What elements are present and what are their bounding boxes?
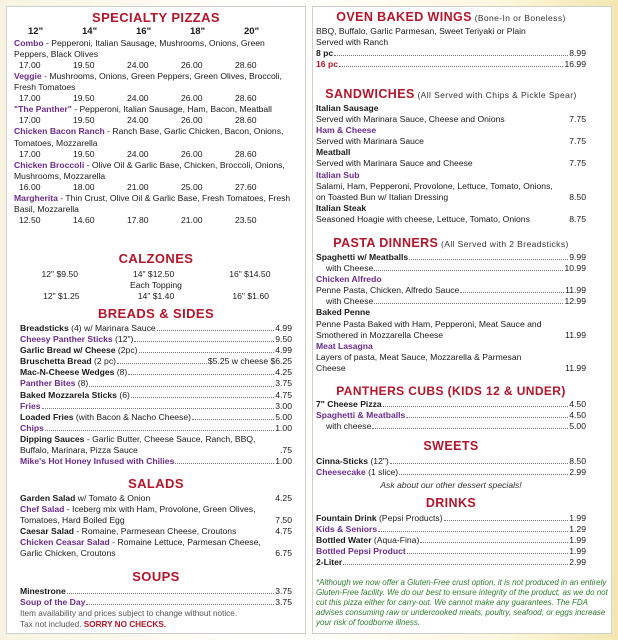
- item-price: 3.00: [275, 400, 292, 411]
- item-label: [316, 410, 405, 421]
- item-name: Loaded Fries: [20, 411, 74, 422]
- pizza-price: 21.00: [127, 181, 149, 192]
- drink-item: [316, 535, 586, 546]
- alfredo-name: Chicken Alfredo: [316, 274, 382, 285]
- sandwich-name: Ham & Cheese: [316, 125, 377, 136]
- item-price: 4.50: [569, 399, 586, 409]
- item-label: [316, 399, 382, 410]
- item-extra: (1 slice): [365, 467, 399, 478]
- cubs-list: [316, 399, 586, 432]
- item-name: Minestrone: [20, 586, 66, 596]
- item-label: [20, 423, 44, 434]
- sweet-item: [316, 456, 586, 467]
- pizza-price: 28.60: [235, 115, 257, 126]
- sandwich-price: 7.75: [569, 136, 586, 147]
- pizza-price: 17.00: [19, 148, 41, 159]
- pizza-item: [14, 104, 298, 115]
- topping-price: 14" $1.40: [137, 291, 175, 302]
- alfredo-cheese-price: 12.99: [564, 296, 586, 307]
- bread-item: [20, 378, 292, 389]
- wings-section: [316, 10, 586, 70]
- item-label: [326, 421, 371, 432]
- pizza-name: "The Panther": [14, 104, 72, 115]
- salad-item: [20, 526, 292, 537]
- sandwich-desc-row: [316, 114, 586, 125]
- dipping-sauces: [20, 434, 292, 456]
- pizza-prices: [19, 149, 298, 160]
- item-extra: (Pepsi Products): [376, 513, 443, 523]
- breads-title: BREADS & SIDES: [97, 306, 215, 321]
- item-price: 4.99: [275, 345, 292, 356]
- pizza-prices: [19, 182, 298, 193]
- pizza-list: [14, 38, 298, 226]
- soup-item: [20, 586, 292, 597]
- alfredo-price: 11.99: [565, 285, 586, 296]
- cubs-item: [316, 421, 586, 432]
- pizza-desc: - Thin Crust, Olive Oil & Garlic Base, Fresh Tomatoes, Fresh Basil, Mozzarella: [14, 192, 291, 214]
- item-price: 9.50: [275, 334, 292, 345]
- lasagna-row: [316, 352, 586, 374]
- cubs-item: [316, 410, 586, 421]
- sandwich-desc: Served with Marinara Sauce and Cheese: [316, 158, 473, 169]
- penne-name: Baked Penne: [316, 307, 370, 318]
- sandwich-name: Italian Sausage: [316, 103, 379, 113]
- pizza-name: Chicken Broccoli: [14, 159, 85, 170]
- pizza-item: [14, 193, 298, 215]
- item-name: Mac-N-Cheese Wedges: [20, 367, 115, 378]
- calzone-price: 12" $9.50: [41, 269, 78, 279]
- no-checks: SORRY NO CHECKS.: [83, 619, 167, 629]
- pizza-item: [14, 126, 298, 148]
- item-name: Garlic Bread w/ Cheese: [20, 345, 116, 356]
- alfredo-row: [316, 285, 586, 296]
- salad-item: [20, 537, 292, 559]
- bread-item: [20, 334, 292, 345]
- item-label: [316, 467, 398, 478]
- cubs-item: [316, 399, 586, 410]
- lasagna-desc: Layers of pasta, Meat Sauce, Mozzarella & Parmesan Cheese: [316, 351, 522, 373]
- item-price: 3.75: [275, 378, 292, 389]
- item-name: Bottled Pepsi Product: [316, 546, 406, 557]
- soup-list: [20, 586, 292, 608]
- pizza-price: 26.00: [181, 115, 203, 126]
- pizza-desc: - Pepperoni, Italian Sausage, Mushrooms, Onions, Green Peppers, Black Olives: [14, 38, 265, 60]
- dessert-specials: Ask about our other dessert specials!: [380, 480, 522, 491]
- item-price: 1.99: [569, 546, 586, 557]
- item-name: Bottled Water: [316, 535, 372, 546]
- item-label: [316, 546, 406, 557]
- calzone-price: 16" $14.50: [229, 269, 271, 279]
- bread-item: [20, 390, 292, 401]
- drink-item: [316, 524, 586, 535]
- item-label: [20, 334, 133, 345]
- item-price: 4.75: [275, 389, 292, 400]
- bread-item: [20, 356, 292, 367]
- dip-desc: - Garlic Butter, Cheese Sauce, Ranch, BBQ, Buffalo, Marinara, Pizza Sauce: [20, 433, 256, 456]
- pizza-prices: [19, 215, 298, 226]
- pizza-price: 19.50: [73, 115, 95, 126]
- salad-name: Chicken Ceasar Salad: [20, 537, 110, 548]
- item-price: 5.00: [275, 411, 292, 422]
- salad-desc: - Romaine Lettuce, Parmesan Cheese, Garlic Chicken, Croutons: [20, 537, 261, 559]
- pizza-price: 19.50: [73, 60, 95, 71]
- item-label: [316, 513, 443, 524]
- sweets-list: [316, 456, 586, 478]
- sandwich-desc-row: [316, 158, 586, 169]
- item-label: [316, 456, 389, 467]
- item-extra: (12"): [112, 334, 134, 345]
- wings-16pc-price: 16.99: [564, 59, 586, 70]
- item-label: [20, 323, 156, 334]
- pizza-price: 14.60: [73, 215, 95, 226]
- sandwich-name: Italian Sub: [316, 169, 360, 180]
- item-name: Cinna-Sticks: [316, 456, 369, 466]
- sweets-title: SWEETS: [423, 439, 479, 453]
- bread-item: [20, 401, 292, 412]
- soups-section: [20, 569, 292, 630]
- calzones-section: [14, 251, 298, 302]
- item-price: 1.29: [569, 524, 586, 535]
- item-label: [20, 586, 66, 597]
- spaghetti-price: 9.99: [569, 252, 586, 262]
- pizza-price: 18.00: [73, 181, 95, 192]
- tax-note: [20, 620, 292, 630]
- breads-section: [20, 306, 292, 467]
- pizza-item: [14, 160, 298, 182]
- wings-title-text: OVEN BAKED WINGS: [336, 10, 472, 24]
- item-name: 2-Liter: [316, 557, 343, 568]
- item-label: [20, 345, 138, 356]
- item-name: Baked Mozzarela Sticks: [20, 389, 117, 400]
- topping-price: 12" $1.25: [43, 291, 80, 302]
- pizza-price: 17.80: [127, 215, 149, 226]
- pizza-name: Chicken Bacon Ranch: [14, 126, 105, 137]
- pizza-price: 24.00: [127, 148, 149, 159]
- hot-honey-price: 1.00: [275, 456, 292, 467]
- alfredo-desc: Penne Pasta, Chicken, Alfredo Sauce: [316, 285, 460, 296]
- sandwiches-title: [316, 87, 586, 103]
- item-name: Spaghetti & Meatballs: [316, 410, 406, 421]
- calzones-title: CALZONES: [118, 251, 194, 266]
- item-extra: (8): [75, 378, 89, 389]
- alfredo-cheese-row: [316, 296, 586, 307]
- pasta-section: [316, 236, 586, 374]
- item-label: [20, 597, 85, 608]
- sandwich-price: 7.75: [569, 158, 586, 169]
- pasta-sub: (All Served with 2 Breadsticks): [438, 239, 569, 249]
- item-price: 3.75: [275, 597, 292, 608]
- item-name: Panther Bites: [20, 378, 76, 389]
- size-label: 18": [190, 26, 206, 37]
- item-price: 4.99: [275, 323, 292, 333]
- salad-item: [20, 493, 292, 504]
- soups-title: SOUPS: [132, 569, 180, 584]
- pizza-prices: [19, 93, 298, 104]
- hot-honey: [20, 456, 292, 467]
- spaghetti-cheese: with Cheese: [326, 263, 374, 274]
- sandwiches-title-text: SANDWICHES: [325, 87, 415, 101]
- salad-price: 6.75: [275, 548, 292, 559]
- item-extra: (2 pc): [91, 356, 116, 367]
- sandwich-price: 8.75: [569, 213, 586, 224]
- item-price: 4.50: [569, 410, 586, 421]
- gluten-free-note: *Although we now offer a Gluten-Free crust option, it is not produced in an entirely Gluten-Free facility. We do our best to ensure integrity of the product, as we do not cut this pizza either for carry-out. We cannot make any guarantees. The FDA advises consuming raw or undercooked meats, poultry, seafood, or eggs increase your risk of foodborne illness.: [316, 578, 608, 627]
- sandwich-desc: Seasoned Hoagie with cheese, Lettuce, Tomato, Onions: [316, 213, 530, 224]
- salad-item: [20, 504, 292, 526]
- pasta-title: [316, 236, 586, 252]
- item-extra: (2pc): [115, 345, 138, 356]
- item-name: Bruschetta Bread: [20, 356, 92, 367]
- soup-item: [20, 597, 292, 608]
- item-price: 1.00: [275, 422, 292, 433]
- pizza-price: 19.50: [73, 93, 95, 104]
- sandwich-price: 8.50: [569, 191, 586, 202]
- penne-price: 11.99: [565, 329, 586, 340]
- sandwich-list: [316, 103, 586, 225]
- item-label: [20, 390, 130, 401]
- topping-prices: [14, 291, 298, 302]
- drinks-section: [316, 496, 586, 568]
- size-label: 12": [28, 26, 44, 37]
- bread-item: [20, 323, 292, 334]
- item-price: 3.75: [275, 586, 292, 596]
- pizza-name: Margherita: [14, 192, 58, 203]
- pizza-price: 28.60: [235, 93, 257, 104]
- cubs-title: PANTHERS CUBS (KIDS 12 & UNDER): [336, 384, 566, 398]
- item-label: [316, 535, 419, 546]
- item-label: [316, 524, 377, 535]
- pizza-price: 19.50: [73, 148, 95, 159]
- pizzas-title: SPECIALTY PIZZAS: [92, 10, 220, 25]
- each-topping-label: Each Topping: [130, 280, 182, 291]
- wings-desc: BBQ, Buffalo, Garlic Parmesan, Sweet Teriyaki or Plain Served with Ranch: [316, 26, 526, 48]
- item-price: 5.00: [569, 421, 586, 432]
- item-extra: (8): [114, 367, 128, 378]
- pizza-price: 27.60: [235, 181, 257, 192]
- salad-price: 4.25: [275, 493, 292, 503]
- topping-price: 16" $1.60: [232, 291, 269, 302]
- wings-16pc: [316, 59, 586, 70]
- sweets-section: [316, 439, 586, 491]
- item-label: [316, 557, 342, 568]
- item-extra: (12"): [368, 456, 389, 466]
- item-label: [20, 401, 41, 412]
- tax-text: Tax not included.: [20, 619, 84, 629]
- salads-section: [20, 476, 292, 560]
- item-name: Cheesy Panther Sticks: [20, 334, 113, 345]
- pizza-item: [14, 71, 298, 93]
- pizza-price: 17.00: [19, 93, 41, 104]
- sandwich-desc: Served with Marinara Sauce: [316, 136, 424, 147]
- item-name: Breadsticks: [20, 323, 69, 333]
- salad-name: Garden Salad: [20, 493, 76, 503]
- item-name: Soup of the Day: [20, 597, 86, 608]
- pizza-price: 28.60: [235, 60, 257, 71]
- item-extra: (4) w/ Marinara Sauce: [68, 323, 156, 333]
- salad-name: Chef Salad: [20, 504, 65, 515]
- pizza-prices: [19, 115, 298, 126]
- item-label: [20, 378, 88, 389]
- pasta-spaghetti-cheese: [316, 263, 586, 274]
- bread-item: [20, 367, 292, 378]
- pizza-price: 26.00: [181, 93, 203, 104]
- pizza-desc: - Pepperoni, Italian Sausage, Ham, Bacon, Meatball: [71, 104, 272, 115]
- salad-name: Caesar Salad: [20, 526, 74, 537]
- wings-8pc: [316, 48, 586, 59]
- cubs-section: [316, 384, 586, 432]
- salad-price: 7.50: [275, 515, 292, 526]
- pizza-item: [14, 38, 298, 60]
- drink-item: [316, 557, 586, 568]
- sandwich-price: 7.75: [569, 114, 586, 125]
- wings-title: [316, 10, 586, 26]
- salad-list: [20, 493, 292, 560]
- item-extra: (Aqua-Fina): [371, 535, 420, 546]
- pizza-price: 26.00: [181, 148, 203, 159]
- salads-title: SALADS: [128, 476, 184, 491]
- alfredo-cheese: with Cheese: [326, 296, 374, 307]
- sandwich-desc-row: [316, 181, 586, 203]
- item-price: 1.99: [569, 513, 586, 523]
- dip-name: Dipping Sauces: [20, 433, 85, 444]
- pizza-name: Veggie: [14, 71, 42, 82]
- pizza-price: 17.00: [19, 115, 41, 126]
- item-name: Chips: [20, 422, 44, 433]
- spaghetti-name: Spaghetti w/ Meatballs: [316, 252, 409, 262]
- lasagna-price: 11.99: [565, 362, 586, 373]
- pizza-price: 24.00: [127, 115, 149, 126]
- item-name: Cheesecake: [316, 467, 366, 478]
- calzone-prices: [14, 269, 298, 280]
- spaghetti-cheese-price: 10.99: [564, 263, 586, 274]
- salad-desc: - Iceberg mix with Ham, Provolone, Green Olives, Tomatoes, Hard Boiled Egg: [20, 504, 256, 526]
- pasta-title-text: PASTA DINNERS: [333, 236, 439, 250]
- item-label: [20, 412, 191, 423]
- pizza-desc: - Olive Oil & Garlic Base, Chicken, Broccoli, Onions, Mushrooms, Mozzarella: [14, 159, 285, 181]
- availability-note: Item availability and prices subject to change without notice.: [20, 609, 238, 619]
- size-label: 16": [136, 26, 152, 37]
- pizzas-section: [14, 10, 298, 226]
- pizza-price: 26.00: [181, 60, 203, 71]
- wings-sub: (Bone-In or Boneless): [471, 13, 566, 23]
- sandwich-desc-row: [316, 214, 586, 225]
- pasta-spaghetti: [316, 252, 586, 263]
- sandwich-name: Meatball: [316, 147, 351, 158]
- item-price: 1.99: [569, 535, 586, 546]
- lasagna-name: Meat Lasagna: [316, 340, 373, 351]
- pizza-price: 17.00: [19, 60, 41, 71]
- item-name: Fries: [20, 400, 41, 411]
- item-label: [20, 356, 116, 367]
- sandwich-desc-row: [316, 136, 586, 147]
- size-label: 20": [244, 26, 260, 37]
- pizza-desc: - Ranch Base, Garlic Chicken, Bacon, Onions, Tomatoes, Mozzarella: [14, 126, 284, 148]
- item-name: Kids & Seniors: [316, 524, 378, 535]
- pizza-price: 12.50: [19, 215, 41, 226]
- wings-8pc-label: 8 pc: [316, 48, 334, 59]
- bread-list: [20, 323, 292, 434]
- bread-item: [20, 412, 292, 423]
- pizza-name: Combo: [14, 38, 44, 48]
- item-name: Fountain Drink: [316, 513, 377, 523]
- wings-8pc-price: 8.99: [569, 48, 586, 59]
- drinks-list: [316, 513, 586, 568]
- sweet-item: [316, 467, 586, 478]
- sandwich-desc: Served with Marinara Sauce, Cheese and Onions: [316, 114, 505, 125]
- item-extra: (with Bacon & Nacho Cheese): [73, 411, 191, 422]
- calzone-price: 14" $12.50: [132, 269, 175, 279]
- wings-16pc-label: 16 pc: [316, 59, 338, 70]
- salad-desc: - Romaine, Parmesean Cheese, Croutons: [73, 526, 237, 537]
- pizza-price: 16.00: [19, 181, 41, 192]
- pizza-price: 28.60: [235, 148, 257, 159]
- sandwiches-sub: (All Served with Chips & Pickle Spear): [414, 90, 577, 100]
- hot-honey-name: Mike's Hot Honey Infused with Chilies: [20, 456, 175, 467]
- pizza-price: 25.00: [181, 181, 203, 192]
- salad-price: 4.75: [275, 526, 292, 537]
- dip-price: .75: [280, 445, 292, 456]
- salad-desc: w/ Tomato & Onion: [75, 493, 151, 503]
- bread-item: [20, 345, 292, 356]
- pizza-price: 21.00: [181, 215, 203, 226]
- item-price: 4.25: [275, 367, 292, 378]
- pizza-sizes: [28, 26, 298, 38]
- pizza-price: 24.00: [127, 60, 149, 71]
- item-name: with cheese: [326, 421, 372, 432]
- item-price: 8.50: [569, 456, 586, 466]
- drink-item: [316, 513, 586, 524]
- size-label: 14": [82, 26, 98, 37]
- pizza-price: 24.00: [127, 93, 149, 104]
- item-extra: (6): [116, 389, 130, 400]
- sandwich-desc: Salami, Ham, Pepperoni, Provolone, Lettuce, Tomato, Onions, on Toasted Bun w/ Italian Dressing: [316, 180, 553, 202]
- penne-row: [316, 319, 586, 341]
- item-label: [20, 367, 127, 378]
- drink-item: [316, 546, 586, 557]
- bread-item: [20, 423, 292, 434]
- drinks-title: DRINKS: [425, 496, 477, 510]
- penne-desc: Penne Pasta Baked with Ham, Pepperoni, Meat Sauce and Smothered in Mozzarella Cheese: [316, 318, 542, 340]
- item-name: 7" Cheese Pizza: [316, 399, 382, 409]
- pizza-prices: [19, 60, 298, 71]
- item-price: $5.25 w cheese $6.25: [207, 356, 292, 367]
- pizza-price: 23.50: [235, 215, 257, 226]
- sandwich-name: Italian Steak: [316, 202, 367, 213]
- pizza-desc: - Mushrooms, Onions, Green Peppers, Green Olives, Broccoli, Fresh Tomatoes: [14, 71, 282, 93]
- item-price: 2.99: [569, 557, 586, 568]
- item-price: 2.99: [569, 467, 586, 478]
- sandwiches-section: [316, 87, 586, 225]
